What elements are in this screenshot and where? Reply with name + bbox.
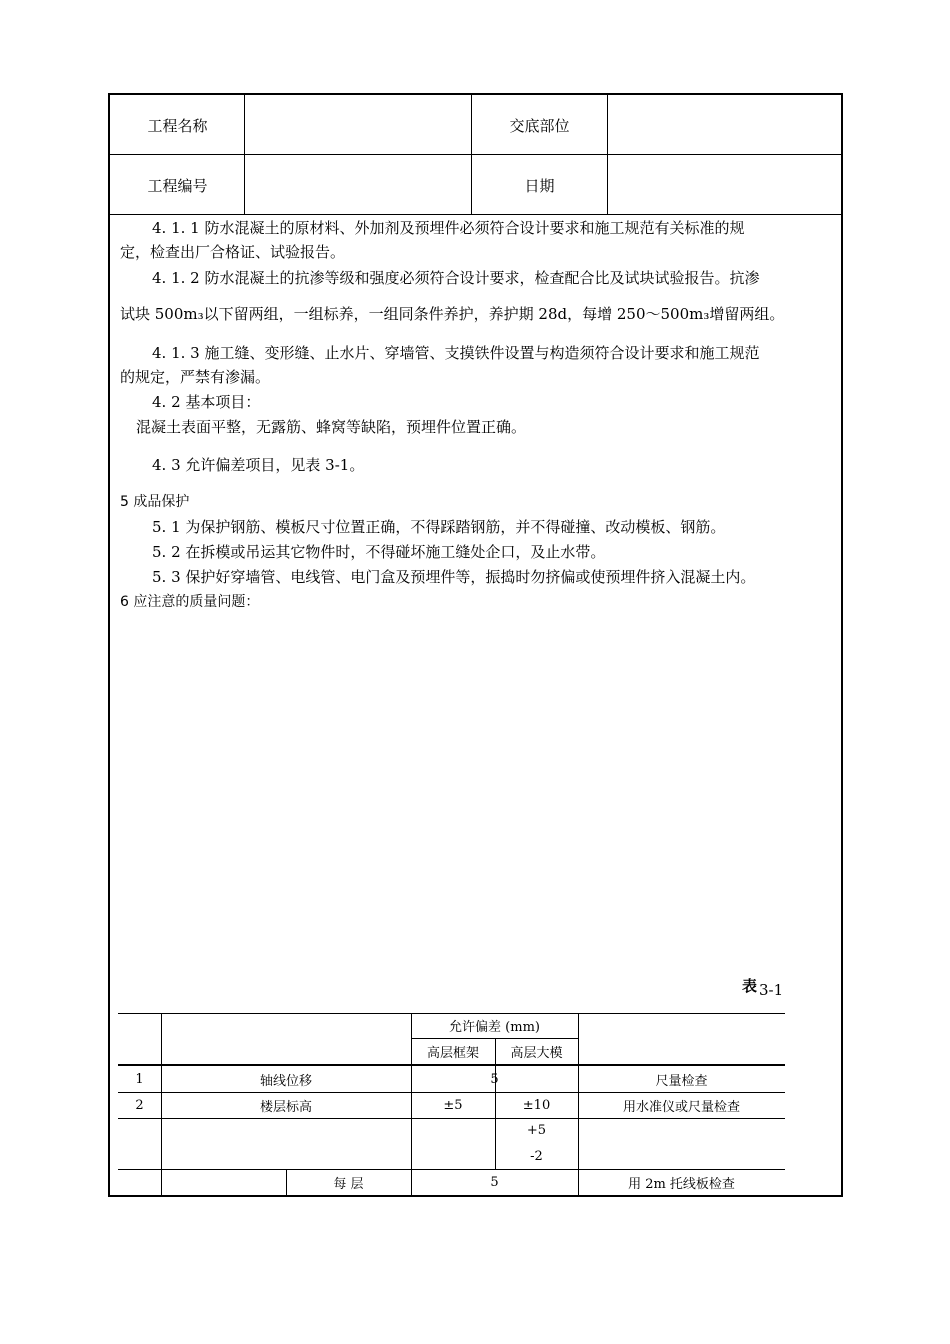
col-frame-header: 高层框架 xyxy=(426,1045,479,1061)
clause-5-2: 5. 2 在拆模或吊运其它物件时，不得碰坏施工缝处企口，及止水带。 xyxy=(152,543,606,561)
clause-4-2-title: 4. 2 基本项目： xyxy=(152,393,261,411)
section-6-title: 6 应注意的质量问题： xyxy=(120,594,260,610)
divider xyxy=(118,1118,785,1119)
col-large-mold-header: 高层大模 xyxy=(510,1045,563,1061)
row2-item: 楼层标高 xyxy=(259,1099,312,1115)
row3-minus: -2 xyxy=(530,1148,543,1164)
clause-4-1-2-line1: 4. 1. 2 防水混凝土的抗渗等级和强度必须符合设计要求，检查配合比及试块试验报告。抗渗 xyxy=(152,269,760,287)
row3-plus: +5 xyxy=(526,1123,547,1138)
clause-4-2-text: 混凝土表面平整，无露筋、蜂窝等缺陷，预埋件位置正确。 xyxy=(136,418,527,436)
section-5-title: 5 成品保护 xyxy=(120,494,190,510)
row2-method: 用水准仪或尺量检查 xyxy=(622,1099,740,1115)
row2-no: 2 xyxy=(135,1097,144,1113)
row1-item: 轴线位移 xyxy=(259,1073,312,1089)
project-no-label: 工程编号 xyxy=(147,176,208,195)
handover-part-value[interactable] xyxy=(607,95,841,155)
form-frame xyxy=(108,93,843,1197)
clause-4-3: 4. 3 允许偏差项目，见表 3-1。 xyxy=(152,456,365,474)
clause-4-1-2-line2: 试块 500m₃以下留两组，一组标养，一组同条件养护，养护期 28d，每增 250～500m₃增留两组。 xyxy=(120,305,785,323)
row1-frame: 5 xyxy=(490,1071,499,1087)
row4-method: 用 2m 托线板检查 xyxy=(628,1176,735,1192)
date-value[interactable] xyxy=(607,155,841,215)
row2-large: ±10 xyxy=(522,1097,551,1113)
divider xyxy=(286,1195,785,1196)
project-no-value[interactable] xyxy=(245,155,472,215)
clause-4-1-1-line2: 定，检查出厂合格证、试验报告。 xyxy=(120,243,346,261)
date-label: 日期 xyxy=(524,176,555,195)
row2-frame: ±5 xyxy=(443,1097,463,1113)
table-caption-no: 3-1 xyxy=(759,981,784,999)
header-grid xyxy=(110,95,841,215)
clause-5-1: 5. 1 为保护钢筋、模板尺寸位置正确，不得踩踏钢筋，并不得碰撞、改动模板、钢筋。 xyxy=(152,518,726,536)
divider xyxy=(607,95,608,215)
divider xyxy=(110,154,841,155)
project-name-label: 工程名称 xyxy=(147,116,208,135)
row4-sub: 每 层 xyxy=(333,1176,364,1192)
row1-no: 1 xyxy=(135,1071,144,1087)
project-name-value[interactable] xyxy=(245,95,472,155)
clause-5-3: 5. 3 保护好穿墙管、电线管、电门盒及预埋件等，振捣时勿挤偏或使预埋件挤入混凝土内。 xyxy=(152,568,756,586)
divider xyxy=(471,95,472,215)
divider xyxy=(244,95,245,215)
allow-dev-header: 允许偏差 (mm) xyxy=(449,1020,540,1035)
handover-part-label: 交底部位 xyxy=(509,116,570,135)
row4-frame: 5 xyxy=(490,1174,499,1190)
table-caption-prefix: 表 xyxy=(742,977,758,995)
divider xyxy=(110,214,841,215)
clause-4-1-3-line2: 的规定，严禁有渗漏。 xyxy=(120,368,271,386)
clause-4-1-1-line1: 4. 1. 1 防水混凝土的原材料、外加剂及预埋件必须符合设计要求和施工规范有关标准的规 xyxy=(152,219,745,237)
row1-method: 尺量检查 xyxy=(655,1073,708,1089)
table-caption xyxy=(742,975,784,999)
clause-4-1-3-line1: 4. 1. 3 施工缝、变形缝、止水片、穿墙管、支摸铁件设置与构造须符合设计要求和施工规范 xyxy=(152,344,760,362)
